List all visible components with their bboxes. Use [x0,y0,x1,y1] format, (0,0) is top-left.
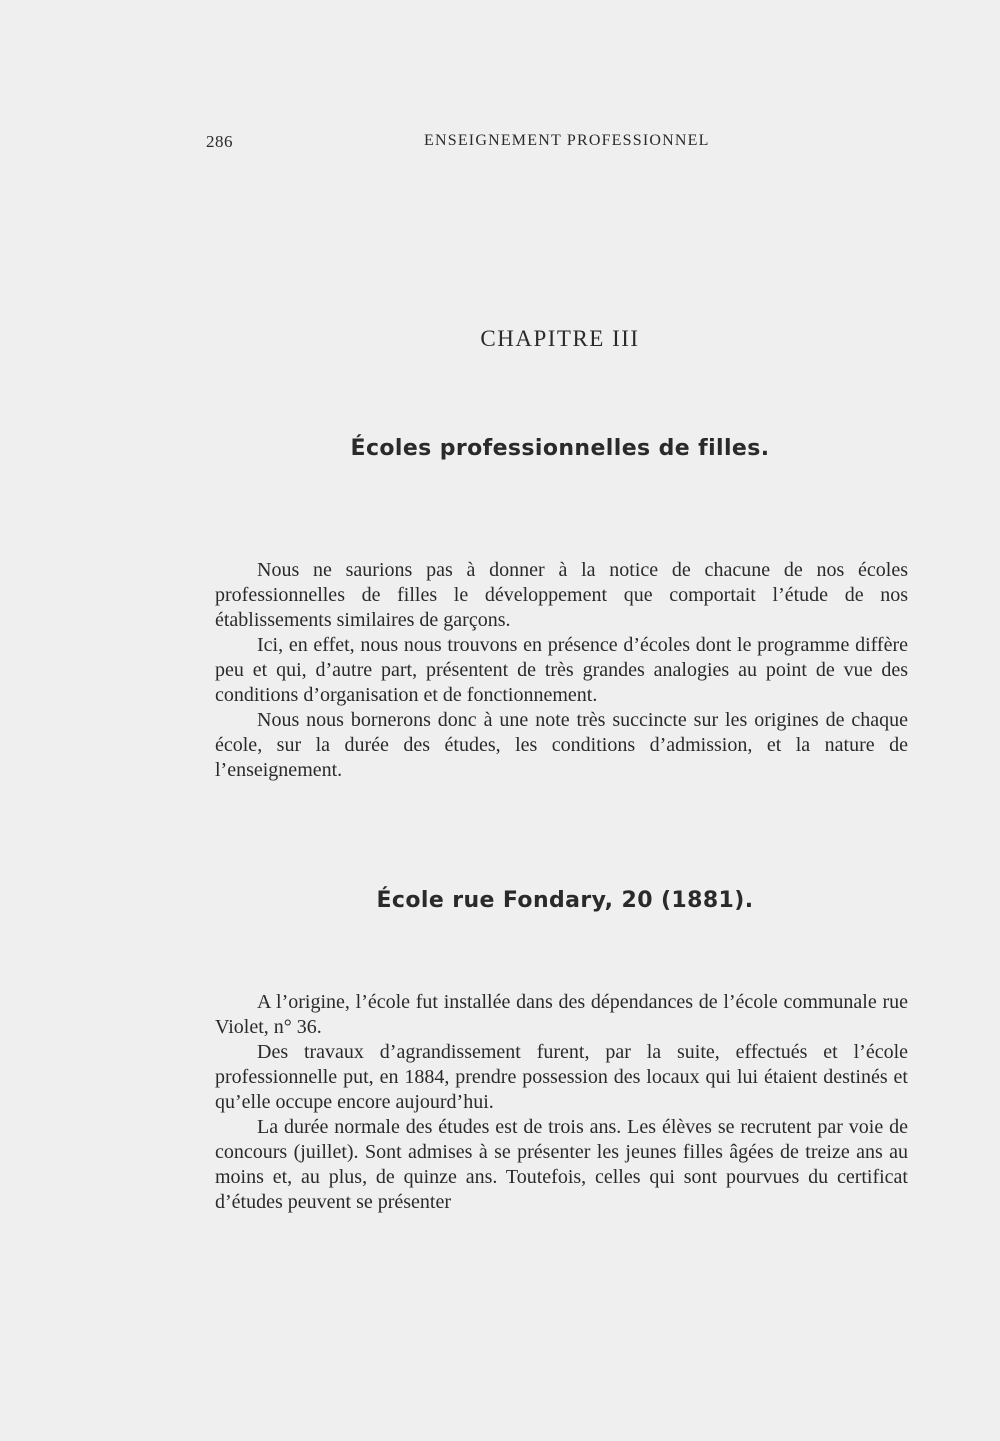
paragraph: La durée normale des études est de trois ans. Les élèves se recrutent par voie de concours (juillet). Sont admises à se présenter les jeunes filles âgées de treize ans au moins et, au plus, de quinze ans. Toutefois, celles qui sont pourvues du certificat d’études peuvent se présenter [215,1116,908,1213]
paragraph: Nous ne saurions pas à donner à la notice de chacune de nos écoles professionnelles de filles le développement que comportait l’étude de nos établissements similaires de garçons. [215,559,908,631]
section-1-body [215,558,908,783]
paragraph: Ici, en effet, nous nous trouvons en présence d’écoles dont le programme diffère peu et qui, d’autre part, présentent de très grandes analogies au point de vue des conditions d’organisation et de fonctionnement. [215,634,908,706]
section-2-body [215,990,908,1215]
page-number: 286 [206,132,233,151]
running-head [206,132,906,158]
section-title-ecole-fondary: École rue Fondary, 20 (1881). [376,888,754,913]
chapter-heading: CHAPITRE III [480,326,640,351]
paragraph: A l’origine, l’école fut installée dans des dépendances de l’école communale rue Violet, n° 36. [215,991,908,1038]
section-title-ecoles-professionnelles: Écoles professionnelles de filles. [350,436,770,461]
paragraph: Nous nous bornerons donc à une note très succincte sur les origines de chaque école, sur la durée des études, les conditions d’admission, et la nature de l’enseignement. [215,709,908,781]
paragraph: Des travaux d’agrandissement furent, par la suite, effectués et l’école professionnelle put, en 1884, prendre possession des locaux qui lui étaient destinés et qu’elle occupe encore aujourd’hui. [215,1041,908,1113]
running-title: ENSEIGNEMENT PROFESSIONNEL [424,132,710,149]
